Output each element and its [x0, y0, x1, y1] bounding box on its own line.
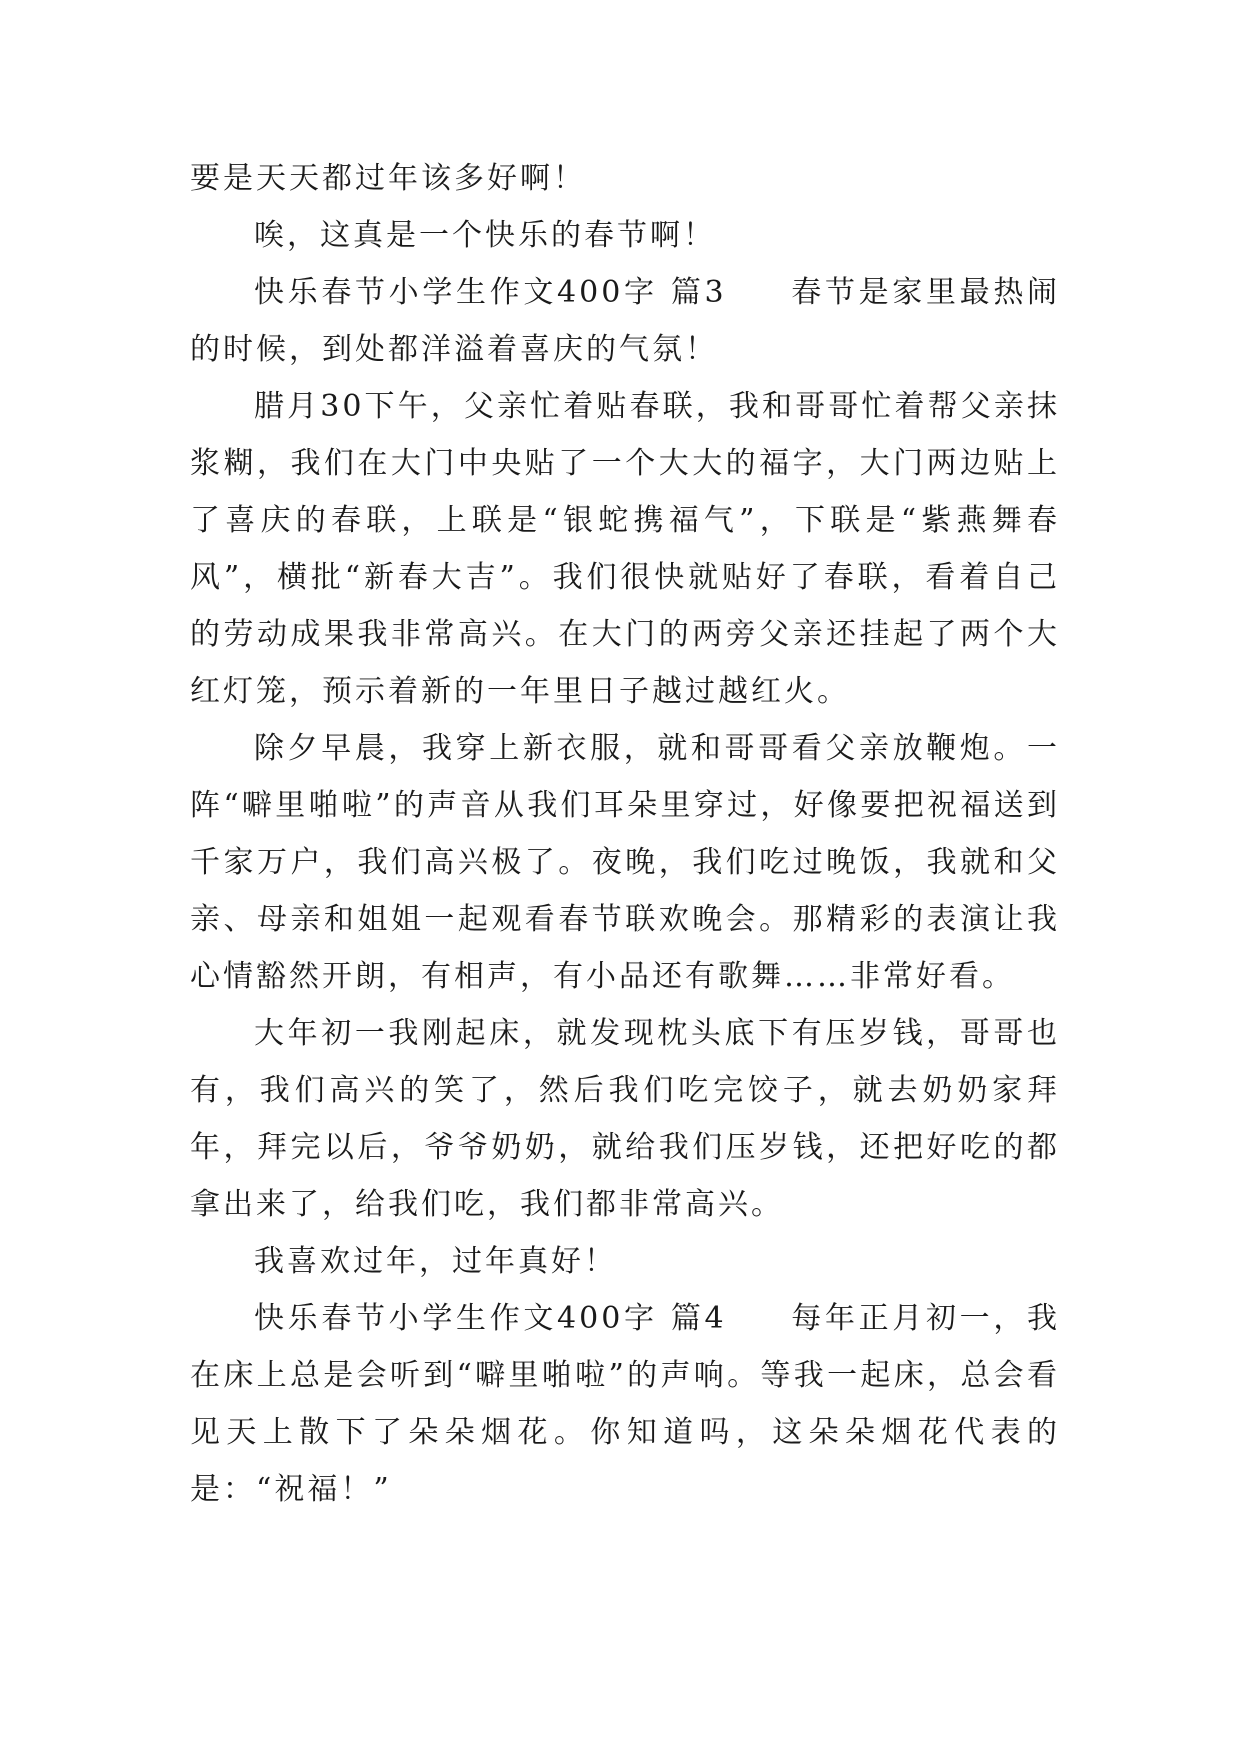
paragraph [190, 1290, 1060, 1518]
paragraph [190, 720, 1060, 1005]
paragraph [190, 378, 1060, 720]
paragraph [190, 1233, 1060, 1290]
section-title: 快乐春节小学生作文400字 篇4 [254, 1301, 727, 1336]
paragraph-text: 大年初一我刚起床，就发现枕头底下有压岁钱，哥哥也有，我们高兴的笑了，然后我们吃完饺子，就去奶奶家拜年，拜完以后，爷爷奶奶，就给我们压岁钱，还把好吃的都拿出来了，给我们吃，我们都非常高兴。 [190, 1016, 1060, 1222]
paragraph-text: 我喜欢过年，过年真好！ [254, 1244, 617, 1279]
paragraph-text: 要是天天都过年该多好啊！ [190, 161, 586, 196]
paragraph [190, 1005, 1060, 1233]
paragraph [190, 264, 1060, 378]
paragraph-text: 唉，这真是一个快乐的春节啊！ [254, 218, 716, 253]
paragraph-text: 除夕早晨，我穿上新衣服，就和哥哥看父亲放鞭炮。一阵“噼里啪啦”的声音从我们耳朵里穿过，好像要把祝福送到千家万户，我们高兴极了。夜晚，我们吃过晚饭，我就和父亲、母亲和姐姐一起观看春节联欢晚会。那精彩的表演让我心情豁然开朗，有相声，有小品还有歌舞……非常好看。 [190, 731, 1060, 994]
section-title: 快乐春节小学生作文400字 篇3 [254, 275, 727, 310]
paragraph-text: 春节是家里最热闹的时候，到处都洋溢着喜庆的气氛！ [190, 275, 1060, 367]
paragraph [190, 207, 1060, 264]
paragraph-text: 腊月30下午，父亲忙着贴春联，我和哥哥忙着帮父亲抹浆糊，我们在大门中央贴了一个大大的福字，大门两边贴上了喜庆的春联，上联是“银蛇携福气”，下联是“紫燕舞春风”，横批“新春大吉”。我们很快就贴好了春联，看着自己的劳动成果我非常高兴。在大门的两旁父亲还挂起了两个大红灯笼，预示着新的一年里日子越过越红火。 [190, 389, 1060, 709]
paragraph-text: 每年正月初一，我在床上总是会听到“噼里啪啦”的声响。等我一起床，总会看见天上散下了朵朵烟花。你知道吗，这朵朵烟花代表的是：“祝福！” [190, 1301, 1060, 1507]
essay-body [190, 150, 1060, 1518]
paragraph [190, 150, 1060, 207]
